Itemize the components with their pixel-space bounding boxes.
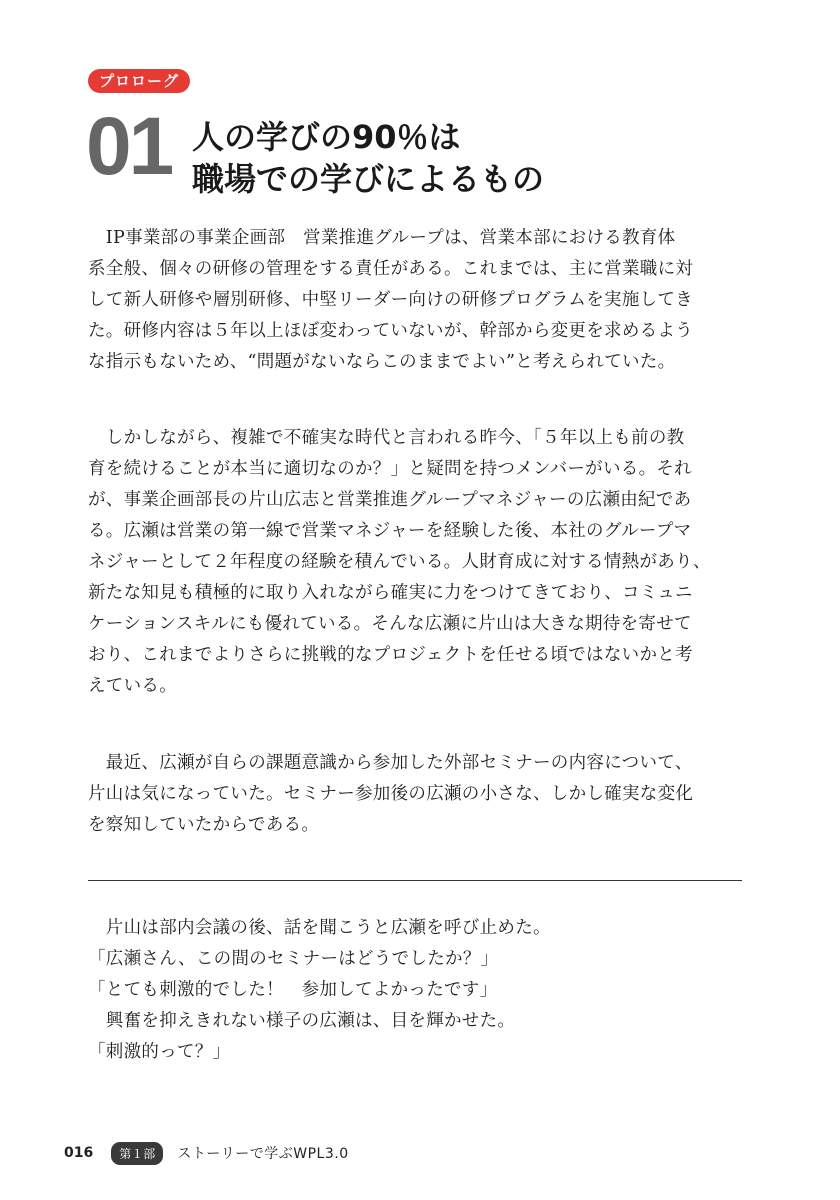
chapter-title [192,116,812,200]
book-title: ストーリーで学ぶWPL3.0 [177,1146,349,1162]
part-badge: 第１部 [111,1142,163,1165]
text-line: を察知していたからである。 [88,815,320,835]
text-line: して新人研修や層別研修、中堅リーダー向けの研修プログラムを実施してき [88,290,694,310]
body-paragraph-3 [88,748,756,841]
text-line: IP事業部の事業企画部 営業推進グループは、営業本部における教育体 [88,228,676,248]
text-line: ネジャーとして２年程度の経験を積んでいる。人財育成に対する情熱があり、 [88,552,711,572]
text-line: 系全般、個々の研修の管理をする責任がある。これまでは、主に営業職に対 [88,259,694,279]
text-line: えている。 [88,676,177,696]
dialogue-line: 「広瀬さん、この間のセミナーはどうでしたか？」 [88,949,499,969]
body-paragraph-2 [88,423,756,702]
chapter-number: 01 [86,101,172,192]
text-line: 育を続けることが本当に適切なのか？」と疑問を持つメンバーがいる。それ [88,459,692,479]
text-line: ケーションスキルにも優れている。そんな広瀬に片山は大きな期待を寄せて [88,614,692,634]
dialogue-section [88,913,756,1068]
text-line: しかしながら、複雑で不確実な時代と言われる昨今、「５年以上も前の教 [88,428,685,448]
body-paragraph-1 [88,223,756,378]
chapter-title-line: 人の学びの90％は [192,118,461,156]
page-number: 016 [64,1145,94,1161]
dialogue-line: 「とても刺激的でした！ 参加してよかったです」 [88,980,498,1000]
section-divider [88,880,742,881]
dialogue-line: 「刺激的って？」 [88,1042,231,1062]
text-line: おり、これまでよりさらに挑戦的なプロジェクトを任せる頃ではないかと考 [88,645,693,665]
dialogue-line: 片山は部内会議の後、話を聞こうと広瀬を呼び止めた。 [88,918,551,938]
text-line: た。研修内容は５年以上ほぼ変わっていないが、幹部から変更を求めるよう [88,321,694,341]
page-footer [64,1142,349,1164]
text-line: 新たな知見も積極的に取り入れながら確実に力をつけてきており、コミュニ [88,583,693,603]
prologue-badge: プロローグ [88,69,190,93]
text-line: 最近、広瀬が自らの課題意識から参加した外部セミナーの内容について、 [88,753,693,773]
chapter-title-line: 職場での学びによるもの [192,160,545,198]
text-line: 片山は気になっていた。セミナー参加後の広瀬の小さな、しかし確実な変化 [88,784,694,804]
text-line: る。広瀬は営業の第一線で営業マネジャーを経験した後、本社のグループマ [88,521,692,541]
dialogue-line: 興奮を抑えきれない様子の広瀬は、目を輝かせた。 [88,1011,516,1031]
text-line: が、事業企画部長の片山広志と営業推進グループマネジャーの広瀬由紀であ [88,490,692,510]
text-line: な指示もないため、“問題がないならこのままでよい”と考えられていた。 [88,352,676,372]
